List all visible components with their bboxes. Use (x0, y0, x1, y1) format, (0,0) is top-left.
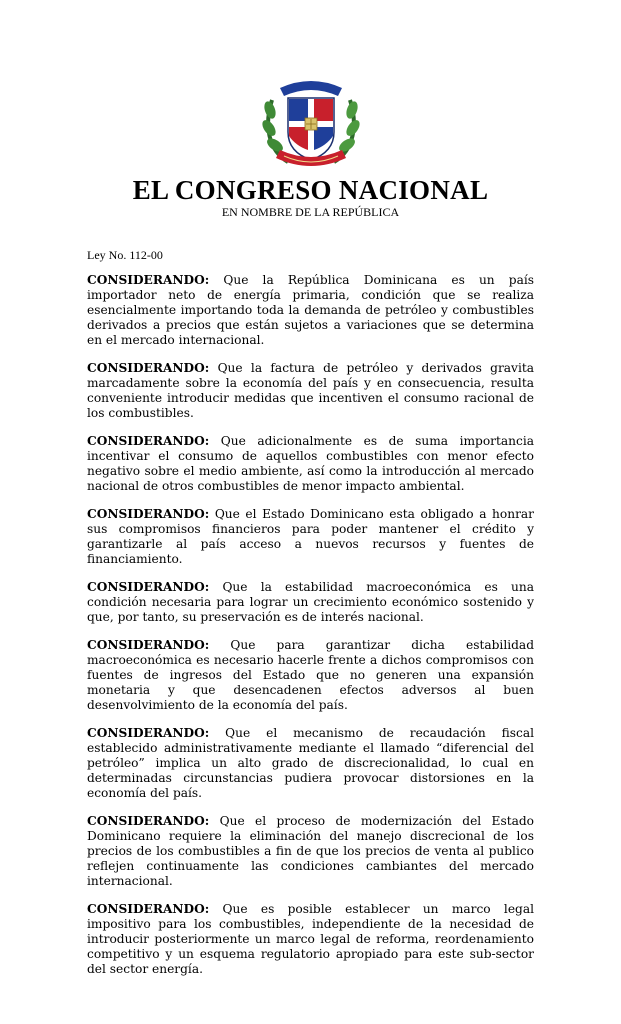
considerando-label: CONSIDERANDO: (87, 434, 210, 448)
paragraph-text: Que la estabilidad macroeconómica es una condición necesaria para lograr un crecimiento económico sostenido y que, por tanto, su preservación es de interés nacional. (87, 580, 535, 624)
considerando-paragraph (87, 902, 534, 977)
considerando-paragraph (87, 507, 534, 567)
paragraph-text: Que es posible establecer un marco legal impositivo para los combustibles, independiente de la necesidad de introducir posteriormente un marco legal de reforma, reordenamiento competitivo y un esquema regulatorio apropiado para este sub-sector del sector energía. (87, 902, 534, 976)
paragraph-text: Que el proceso de modernización del Estado Dominicano requiere la eliminación del manejo discrecional de los precios de los combustibles a fin de que los precios de venta al publico reflejen continuamente las condiciones cambiantes del mercado internacional. (87, 814, 535, 888)
paragraph-text: Que adicionalmente es de suma importancia incentivar el consumo de aquellos combustibles con menor efecto negativo sobre el medio ambiente, así como la introducción al mercado nacional de otros combustibles de menor impacto ambiental. (87, 434, 535, 493)
considerando-label: CONSIDERANDO: (87, 902, 210, 916)
page-title: EL CONGRESO NACIONAL (132, 175, 489, 205)
paragraph-text: Que para garantizar dicha estabilidad macroeconómica es necesario hacerle frente a dichos compromisos con fuentes de ingresos del Estado que no generen una expansión monetaria y que desencadenen efectos adversos al buen desenvolvimiento de la economía del país. (87, 638, 534, 712)
considerando-label: CONSIDERANDO: (87, 507, 210, 521)
paragraph-text: Que el mecanismo de recaudación fiscal establecido administrativamente mediante el llamado “diferencial del petróleo” implica un alto grado de discrecionalidad, lo cual en determinadas circunstancias pudiera provocar distorsiones en la economía del país. (87, 726, 535, 800)
document-body (87, 273, 534, 990)
considerando-paragraph (87, 814, 534, 889)
paragraph-text: Que la República Dominicana es un país importador neto de energía primaria, condición que se realiza esencialmente importando toda la demanda de petróleo y combustibles derivados a precios que están sujetos a variaciones que se determina en el mercado internacional. (87, 273, 534, 347)
considerando-paragraph (87, 434, 534, 494)
paragraph-text: Que el Estado Dominicano esta obligado a honrar sus compromisos financieros para poder mantener el crédito y garantizarle al país acceso a nuevos recursos y fuentes de financiamiento. (87, 507, 534, 566)
considerando-label: CONSIDERANDO: (87, 580, 210, 594)
considerando-label: CONSIDERANDO: (87, 273, 210, 287)
considerando-paragraph (87, 726, 534, 801)
considerando-paragraph (87, 638, 534, 713)
considerando-paragraph (87, 273, 534, 348)
considerando-paragraph (87, 361, 534, 421)
considerando-label: CONSIDERANDO: (87, 361, 210, 375)
considerando-label: CONSIDERANDO: (87, 638, 210, 652)
considerando-paragraph (87, 580, 534, 625)
considerando-label: CONSIDERANDO: (87, 814, 210, 828)
page-subtitle: EN NOMBRE DE LA REPÚBLICA (221, 205, 400, 219)
coat-of-arms-icon (258, 70, 364, 176)
considerando-label: CONSIDERANDO: (87, 726, 210, 740)
paragraph-text: Que la factura de petróleo y derivados gravita marcadamente sobre la economía del país y en consecuencia, resulta conveniente introducir medidas que incentiven el consumo racional de los combustibles. (87, 361, 535, 420)
law-number: Ley No. 112-00 (87, 248, 163, 262)
